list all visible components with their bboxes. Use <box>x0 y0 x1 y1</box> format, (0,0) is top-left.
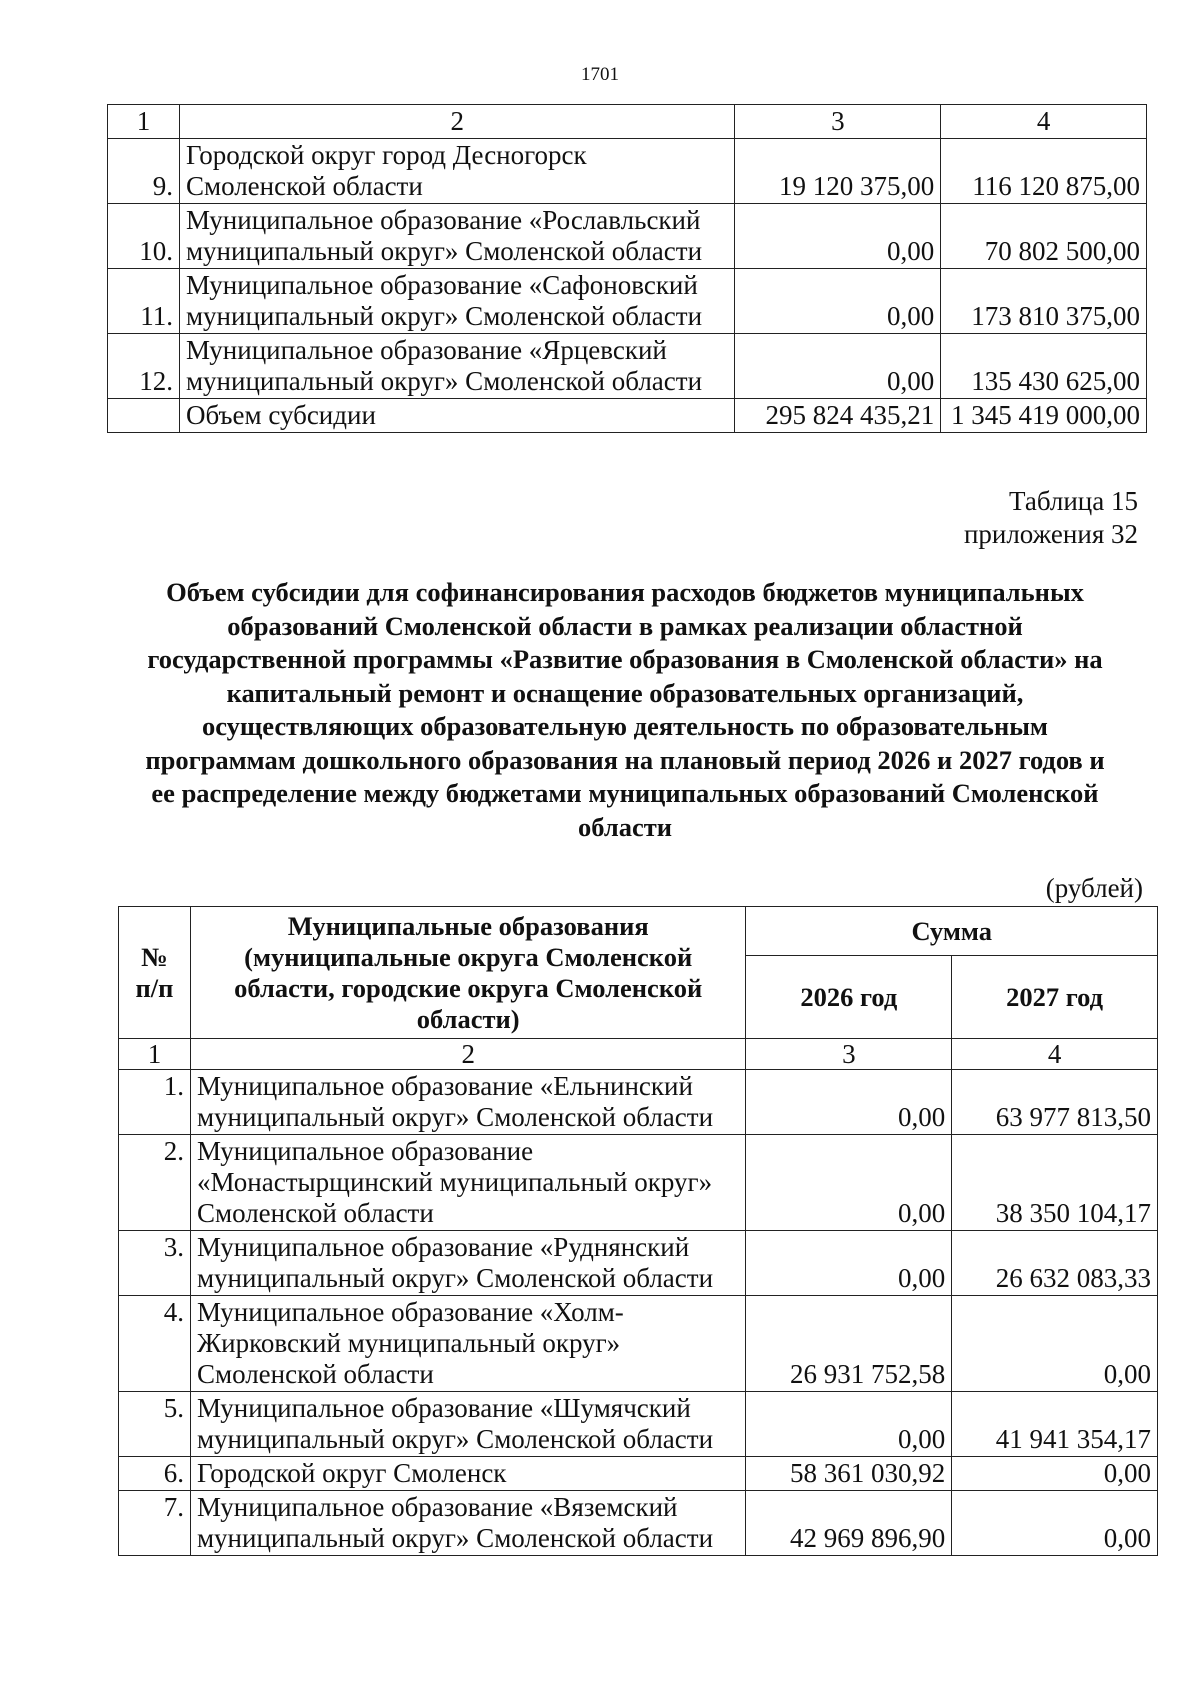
total-label: Объем субсидии <box>179 399 734 433</box>
subsidy-distribution-table <box>118 906 1158 1556</box>
total-2027: 1 345 419 000,00 <box>941 399 1147 433</box>
amount-2027: 116 120 875,00 <box>941 139 1147 204</box>
amount-2027: 0,00 <box>952 1457 1158 1491</box>
amount-2027: 135 430 625,00 <box>941 334 1147 399</box>
column-number: 2 <box>179 105 734 139</box>
title-line: ее распределение между бюджетами муниципальных образований Смоленской <box>151 778 1099 808</box>
column-number: 1 <box>119 1039 191 1070</box>
municipality-name: Муниципальное образование «Холм- Жирковский муниципальный округ» Смоленской области <box>190 1296 745 1392</box>
table-row <box>108 269 1147 334</box>
table-row <box>119 1135 1158 1231</box>
table-row <box>108 139 1147 204</box>
municipality-name: Муниципальное образование «Руднянский муниципальный округ» Смоленской области <box>190 1231 745 1296</box>
row-number: 2. <box>119 1135 191 1231</box>
amount-2026: 0,00 <box>735 204 941 269</box>
row-number: 1. <box>119 1070 191 1135</box>
column-number: 3 <box>735 105 941 139</box>
document-title <box>110 576 1140 844</box>
title-line: Объем субсидии для софинансирования расходов бюджетов муниципальных <box>166 577 1084 607</box>
year-2027-header: 2027 год <box>952 956 1158 1039</box>
municipality-name: Муниципальное образование «Монастырщинский муниципальный округ» Смоленской области <box>190 1135 745 1231</box>
amount-2026: 0,00 <box>746 1070 952 1135</box>
municipality-name: Городской округ город Десногорск Смоленской области <box>179 139 734 204</box>
municipality-name: Муниципальное образование «Ельнинский муниципальный округ» Смоленской области <box>190 1070 745 1135</box>
table-row <box>119 1296 1158 1392</box>
amount-2026: 0,00 <box>746 1231 952 1296</box>
table-row <box>119 1392 1158 1457</box>
number-header: № п/п <box>119 907 191 1039</box>
municipality-name: Муниципальное образование «Ярцевский муниципальный округ» Смоленской области <box>179 334 734 399</box>
column-number: 4 <box>941 105 1147 139</box>
page-number: 1701 <box>581 64 619 85</box>
amount-2027: 26 632 083,33 <box>952 1231 1158 1296</box>
amount-2026: 42 969 896,90 <box>746 1491 952 1556</box>
table-row <box>119 1231 1158 1296</box>
table-row <box>119 1070 1158 1135</box>
column-number: 1 <box>108 105 180 139</box>
row-number: 10. <box>108 204 180 269</box>
amount-2027: 41 941 354,17 <box>952 1392 1158 1457</box>
title-line: программам дошкольного образования на плановый период 2026 и 2027 годов и <box>145 744 1105 775</box>
column-number: 3 <box>746 1039 952 1070</box>
units-label: (рублей) <box>1045 873 1143 903</box>
title-line: капитальный ремонт и оснащение образовательных организаций, <box>226 677 1024 708</box>
header-row <box>119 907 1158 956</box>
column-number: 2 <box>190 1039 745 1070</box>
amount-2027: 70 802 500,00 <box>941 204 1147 269</box>
amount-2026: 0,00 <box>746 1392 952 1457</box>
amount-2026: 58 361 030,92 <box>746 1457 952 1491</box>
row-number: 9. <box>108 139 180 204</box>
title-line: области <box>577 811 672 842</box>
continued-subsidy-table <box>107 104 1147 433</box>
row-number: 4. <box>119 1296 191 1392</box>
appendix-caption: приложения 32 <box>963 519 1138 549</box>
title-line: государственной программы «Развитие образования в Смоленской области» на <box>147 644 1103 674</box>
table-row <box>119 1491 1158 1556</box>
row-number: 11. <box>108 269 180 334</box>
row-number: 6. <box>119 1457 191 1491</box>
amount-2027: 38 350 104,17 <box>952 1135 1158 1231</box>
municipality-header: Муниципальные образования (муниципальные округа Смоленской области, городские округа Смоленской области) <box>190 907 745 1039</box>
total-2026: 295 824 435,21 <box>735 399 941 433</box>
year-2026-header: 2026 год <box>746 956 952 1039</box>
amount-2026: 0,00 <box>746 1135 952 1231</box>
column-number-row <box>108 105 1147 139</box>
row-number: 7. <box>119 1491 191 1556</box>
amount-2026: 0,00 <box>735 269 941 334</box>
amount-2027: 173 810 375,00 <box>941 269 1147 334</box>
municipality-name: Муниципальное образование «Рославльский муниципальный округ» Смоленской области <box>179 204 734 269</box>
amount-2026: 26 931 752,58 <box>746 1296 952 1392</box>
table-row <box>108 334 1147 399</box>
column-number: 4 <box>952 1039 1158 1070</box>
municipality-name: Муниципальное образование «Вяземский муниципальный округ» Смоленской области <box>190 1491 745 1556</box>
amount-2026: 0,00 <box>735 334 941 399</box>
title-line: образований Смоленской области в рамках реализации областной <box>227 610 1023 641</box>
row-number: 12. <box>108 334 180 399</box>
row-number: 5. <box>119 1392 191 1457</box>
empty-cell <box>108 399 180 433</box>
municipality-name: Муниципальное образование «Шумячский муниципальный округ» Смоленской области <box>190 1392 745 1457</box>
sum-header: Сумма <box>746 907 1158 956</box>
amount-2027: 0,00 <box>952 1296 1158 1392</box>
column-number-row <box>119 1039 1158 1070</box>
municipality-name: Городской округ Смоленск <box>190 1457 745 1491</box>
title-line: осуществляющих образовательную деятельность по образовательным <box>202 711 1048 741</box>
table-row <box>119 1457 1158 1491</box>
amount-2026: 19 120 375,00 <box>735 139 941 204</box>
municipality-name: Муниципальное образование «Сафоновский муниципальный округ» Смоленской области <box>179 269 734 334</box>
total-row <box>108 399 1147 433</box>
row-number: 3. <box>119 1231 191 1296</box>
table-caption: Таблица 15 <box>1009 486 1138 516</box>
amount-2027: 63 977 813,50 <box>952 1070 1158 1135</box>
table-row <box>108 204 1147 269</box>
amount-2027: 0,00 <box>952 1491 1158 1556</box>
